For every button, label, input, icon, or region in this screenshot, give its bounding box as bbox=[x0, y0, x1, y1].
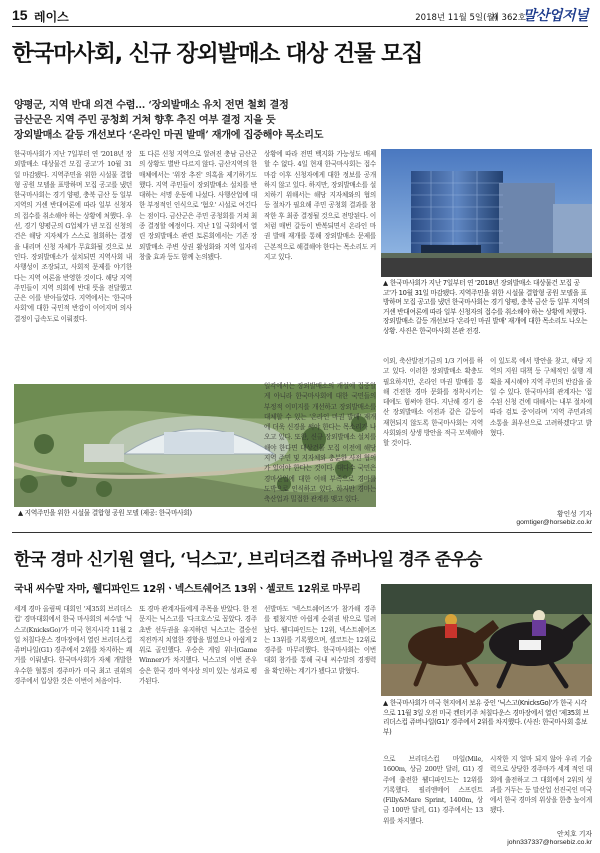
article2-column-2: 또 경마 관계자들에게 주목을 받았다. 한 전문지는 닉스고를 '다크호스'로 꼽았다. 경주 초반 선두권을 유지하던 닉스고는 결승선 직전까지 치열한 경합을 벌였으나 아쉽게 2위로 골인했다. 우승은 게임 위너(Game Winner)가 차지했다. 닉스고의 이번 준우승은 한국 경마 역사상 의미 있는 성과로 평가된다. bbox=[139, 605, 257, 686]
newspaper-logo: 말산업저널 bbox=[522, 8, 588, 24]
article1-column-3: 상황에 따라 전면 백지화 가능성도 배제할 수 없다. 4일 현재 한국마사회는 접수 마감 이후 신청자에게 대한 정보를 공개하지 않고 있다. 하지만, 장외발매소를 설치하기 위해서는 해당 지자체와의 협의 등 절차가 필요해 주민 공청회 결과를 참작한 후 최종 결정될 것으로 전망된다. 이처럼 매번 갈등이 반복되면서 온라인 마권 발매 재개를 통해 장외발매소 문제를 근본적으로 해결해야 한다는 목소리도 커지고 있다. bbox=[264, 150, 376, 261]
article2-column-4: 으로 브리더스컵 마일(Mile, 1600m, 상금 200만 달러, G1) 경주에 출전한 웰디파인드는 12위를 기록했다. 필리앤메어 스프린트(Filly&Mare Sprint, 1400m, 상금 100만 달러, G1) 경주에서는 13위를 차지했다. bbox=[383, 755, 483, 825]
race-photo-credit: (사진: 한국마사회 홍보부) bbox=[383, 718, 588, 736]
article1-column-1: 한국마사회가 지난 7일부터 연 '2018년 장외발매소 대상물건 모집 공고'가 10월 31일 마감됐다. 지역주민을 위한 시설물 결합형 공원 모델을 표방하며 모집 공고를 냈던 한국마사회는 경기 양평, 충북 금산 등 일부 지역의 거센 반대여론에 따라 일부 신청자의 접수를 취소해야 하는 상황에 처했다. 우선, 경기 양평군의 G업체가 낸 모집 신청의 건은 해당 지자체가 스스로 철회하는 결정을 내리며 신청 자체가 무효화될 것으로 보인다. 장외발매소가 설치되면 지역사회 내 사행성이 조장되고, 사회적 문제를 야기한다는 지역 여론을 반영한 것이다. 해당 지역 주민들이 지역 의회에 반대 뜻을 전달했고 군은 이를 받아들였다. 지역에서는 '한국마사회'에 대한 국민적 반감이 이어지며 의사결정이 급속도로 이뤄졌다. bbox=[14, 150, 132, 323]
issue-number: 제 362호 bbox=[490, 13, 526, 23]
headquarters-photo bbox=[381, 149, 592, 277]
page-header bbox=[12, 7, 588, 27]
park-model-caption: ▲ 지역주민을 위한 시설물 결합형 공원 모델 (제공: 한국마사회) bbox=[18, 509, 192, 517]
article1-column-5: 이외, 축산발전기금의 1/3 기여를 하고 있다. 이러한 장외발매소 확충도 필요하지만, 온라인 마권 발매를 통해 건전한 경마 문화를 정착시키는 데에도 힘써야 한다. 지난해 경기 용산 장외발매소 이전과 같은 갈등이 재현되지 않도록 한국마사회는 지역 사회와의 상생 방안을 적극 모색해야 할 것이다. bbox=[383, 357, 483, 448]
article1-headline: 한국마사회, 신규 장외발매소 대상 건물 모집 bbox=[12, 41, 423, 67]
article1-byline: 황인성 기자 bbox=[557, 510, 592, 518]
article1-column-4-extra: 일각에서는 장외발매소의 개설에 집중할 게 아니라 한국마사회에 대한 국민들의 부정적 이미지를 개선하고 장외발매소를 대체할 수 있는 '온라인 마권 발매' 재개에 더욱 신경을 써야 한다는 목소리가 나오고 있다. 또한, 신규 장외발매소 설치를 해야 한다면 대상건물 모집 이전에 해당 지역 주민 및 지자체와 충분한 사전 협의가 있어야 한다는 것이다. 대다수 국민은 경마산업에 대한 이해 부족으로 경마를 도박으로 인식하고 있다. 하지만 경마는 축산업과 밀접한 관계를 맺고 있다. bbox=[264, 382, 376, 504]
article1-subhead-3: 장외발매소 갈등 개선보다 ‘온라인 마권 발매’ 재개에 집중해야 목소리도 bbox=[14, 129, 324, 141]
headquarters-photo-caption: ▲ 한국마사회가 지난 7일부터 연 '2018년 장외발매소 대상물건 모집 공고'가 10월 31일 마감됐다. 지역주민을 위한 시설물 결합형 공원 모델을 표방하며 모집 공고를 냈던 한국마사회는 경기 양평, 충북 금산 등 일부 지역의 거센 반대여론에 따라 일부 신청자의 접수를 취소해야 하는 상황에 처했다. 장외발매소 갈등 개선보다 '온라인 마권 발매' 재개에 대한 목소리도 나오는 상황. 사진은 한국마사회 본관 전경. bbox=[383, 279, 590, 335]
article2-column-3: 선발마도 '넥스트쉐어즈'가 참가해 경주를 펼쳤지만 아쉽게 순위권 밖으로 밀려났다. 웰디파인드는 12위, 넥스트쉐어즈는 13위를 기록했으며, 셀코트는 12위로 경주를 마무리했다. 한국마사회는 이번 대회 참가를 통해 국내 씨수말의 경쟁력을 확인하는 계기가 됐다고 밝혔다. bbox=[264, 605, 376, 675]
section-title: 레이스 bbox=[34, 10, 69, 24]
section-divider bbox=[12, 532, 592, 533]
race-photo-caption: ▲ 한국마사회가 미국 현지에서 보유 중인 '닉스고(KnicksGo)'가 한국 시각으로 11월 3일 오전 미국 켄터키주 처칠다운스 경마장에서 열린 '제35회 브리더스컵 쥬버나일(G1)' 경주에서 2위를 차지했다. (사진: 한국마사회 홍보부) bbox=[383, 699, 589, 736]
article1-subhead-1: 양평군, 지역 반대 의견 수렴… ‘장외발매소 유치 전면 철회 결정 bbox=[14, 99, 289, 111]
article1-column-6: 이 있도록 에서 방안을 찾고, 해당 지역의 지원 대책 등 구체적인 실행 계획을 제시해야 지역 주민의 반감을 줄일 수 있다. 한국마사회 관계자는 '접수된 신청 건에 대해서는 내부 절차에 따라 검토 중'이라며 '지역 주민과의 소통을 최우선으로 고려하겠다'고 밝혔다. bbox=[490, 357, 592, 438]
article2-byline: 안치호 기자 bbox=[557, 830, 592, 838]
article2-headline: 한국 경마 신기원 열다, ‘닉스고’, 브리더즈컵 쥬버나일 경주 준우승 bbox=[14, 550, 482, 570]
race-caption-text: 한국마사회가 미국 현지에서 보유 중인 '닉스고(KnicksGo)'가 한국 시각으로 11월 3일 오전 미국 켄터키주 처칠다운스 경마장에서 열린 '제35회 브리더스컵 쥬버나일(G1)' 경주에서 2위를 차지했다. bbox=[383, 699, 589, 727]
issue-date: 2018년 11월 5일(월) bbox=[415, 13, 498, 23]
article1-subhead-2: 금산군은 지역 주민 공청회 거쳐 향후 추진 여부 결정 지을 듯 bbox=[14, 114, 276, 126]
article2-email: john337337@horsebiz.co.kr bbox=[507, 839, 592, 846]
article2-column-1: 세계 경마 올림픽 대회인 '제35회 브리더스컵' 경마대회에서 한국 마사회의 씨수말 '닉스고(KnicksGo)'가 미국 현지시각 11월 2일 처칠다운스 경마장에서 열린 브리더스컵 쥬버나일(G1) 경주에서 2위를 차지하는 쾌거를 이뤄냈다. 한국마사회가 자체 개발한 우수한 혈통의 경주마가 미국 최고 권위의 경주에서 입상한 것은 이번이 처음이다. bbox=[14, 605, 132, 686]
photo-caption-text: 한국마사회가 지난 7일부터 연 '2018년 장외발매소 대상물건 모집 공고'가 10월 31일 마감됐다. 지역주민을 위한 시설물 결합형 공원 모델을 표방하며 모집 공고를 냈던 한국마사회는 경기 양평, 충북 금산 등 일부 지역의 거센 반대여론에 따라 일부 신청자의 접수를 취소해야 하는 상황에 처했다. 장외발매소 갈등 개선보다 '온라인 마권 발매' 재개에 대한 목소리도 나오는 상황. 사진은 한국마사회 본관 전경. bbox=[383, 279, 590, 335]
article1-column-2: 또 다른 신청 지역으로 알려진 충남 금산군의 상황도 별반 다르지 않다. 금산지역의 한 매체에서는 '위장 추진' 의혹을 제기하기도 했다. 지역 주민들이 장외발매소 설치를 반대하는 서명 운동에 나섰다. 사행산업에 대한 부정적인 인식으로 '혐오' 시설로 여긴다는 점이다. 금산군은 주민 공청회를 거쳐 최종 결정할 예정이다. 지난 1일 국회에서 열린 장외발매소 관련 토론회에서는 기존 장외발매소 주변 상권 활성화와 지역 일자리 창출 효과 등도 함께 논의됐다. bbox=[139, 150, 257, 261]
article2-subhead: 국내 씨수말 자마, 웰디파인드 12위ㆍ넥스트쉐어즈 13위ㆍ셀코트 12위로 마무리 bbox=[14, 584, 361, 595]
article2-column-5: 시작한 지 얼마 되지 않아 우리 기술력으로 상당한 경주마가 세계 적인 대회에 출전하고 그 대회에서 2위의 성과를 거두는 등 말산업 선진국인 미국에서 한국 경마의 위상을 한층 높이게 됐다. bbox=[490, 755, 592, 815]
article1-email: gomtiger@horsebiz.co.kr bbox=[516, 519, 592, 526]
race-photo bbox=[381, 584, 592, 696]
page-number: 15 bbox=[12, 7, 28, 23]
